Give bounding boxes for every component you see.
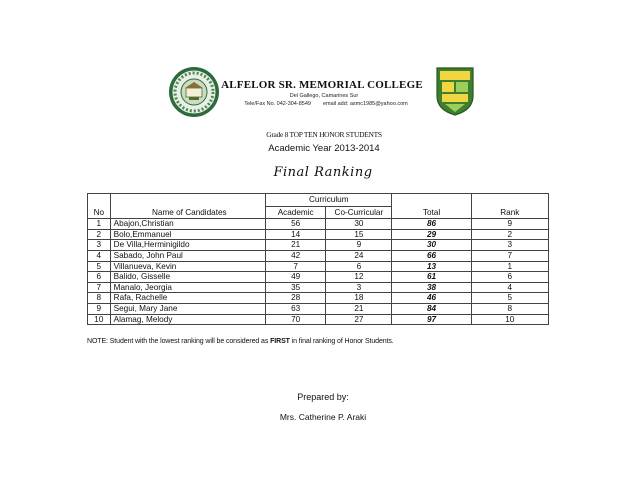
col-total-header: Total: [392, 194, 471, 219]
cell-cocurricular: 12: [326, 272, 392, 283]
telefax-number: Tele/Fax No. 042-304-8549: [244, 101, 311, 107]
cell-rank: 7: [471, 250, 548, 261]
ranking-note: [87, 338, 394, 345]
cell-name: Manalo, Jeorgia: [110, 282, 265, 293]
col-name-header: Name of Candidates: [110, 194, 265, 219]
cell-name: De Villa,Herminigildo: [110, 240, 265, 251]
final-ranking-title: Final Ranking: [273, 165, 373, 180]
cell-total: 97: [392, 314, 471, 325]
cell-academic: 14: [266, 229, 326, 240]
cell-name: Villanueva, Kevin: [110, 261, 265, 272]
cell-cocurricular: 21: [326, 303, 392, 314]
cell-name: Abajon,Christian: [110, 219, 265, 230]
table-row: [88, 240, 549, 251]
cell-rank: 10: [471, 314, 548, 325]
cell-rank: 6: [471, 272, 548, 283]
cell-academic: 42: [266, 250, 326, 261]
cell-name: Segui, Mary Jane: [110, 303, 265, 314]
college-address: Del Gallego, Camarines Sur: [289, 93, 359, 99]
cell-academic: 56: [266, 219, 326, 230]
cell-name: Bolo,Emmanuel: [110, 229, 265, 240]
cell-cocurricular: 9: [326, 240, 392, 251]
cell-total: 38: [392, 282, 471, 293]
college-name: ALFELOR SR. MEMORIAL COLLEGE: [221, 79, 423, 91]
note-emphasis: FIRST: [270, 338, 290, 345]
cell-no: 10: [88, 314, 111, 325]
curriculum-group-header: Curriculum: [266, 194, 392, 207]
cell-cocurricular: 24: [326, 250, 392, 261]
prepared-by-label: Prepared by:: [297, 392, 349, 402]
cell-total: 66: [392, 250, 471, 261]
ranking-table: [87, 193, 549, 325]
academic-year: Academic Year 2013-2014: [268, 143, 380, 154]
cell-academic: 21: [266, 240, 326, 251]
grade-title: Grade 8 TOP TEN HONOR STUDENTS: [266, 130, 382, 139]
cell-total: 84: [392, 303, 471, 314]
cell-rank: 4: [471, 282, 548, 293]
cell-no: 5: [88, 261, 111, 272]
table-row: [88, 293, 549, 304]
col-rank-header: Rank: [471, 194, 548, 219]
col-academic-header: Academic: [266, 206, 326, 219]
email-address: email add: asmc1985@yahoo.com: [322, 101, 408, 107]
table-row: [88, 282, 549, 293]
cell-total: 30: [392, 240, 471, 251]
cell-rank: 9: [471, 219, 548, 230]
col-cocurricular-header: Co-Curricular: [326, 206, 392, 219]
cell-academic: 28: [266, 293, 326, 304]
cell-cocurricular: 27: [326, 314, 392, 325]
table-row: [88, 272, 549, 283]
cell-rank: 1: [471, 261, 548, 272]
cell-cocurricular: 3: [326, 282, 392, 293]
cell-academic: 49: [266, 272, 326, 283]
table-row: [88, 303, 549, 314]
table-row: [88, 229, 549, 240]
table-row: [88, 261, 549, 272]
table-row: [88, 314, 549, 325]
cell-rank: 2: [471, 229, 548, 240]
cell-cocurricular: 15: [326, 229, 392, 240]
cell-no: 2: [88, 229, 111, 240]
cell-name: Rafa, Rachelle: [110, 293, 265, 304]
cell-total: 46: [392, 293, 471, 304]
cell-name: Balido, Gisselle: [110, 272, 265, 283]
signer-name: Mrs. Catherine P. Araki: [279, 412, 367, 422]
cell-cocurricular: 18: [326, 293, 392, 304]
col-no-header: No: [88, 194, 111, 219]
cell-no: 7: [88, 282, 111, 293]
cell-academic: 70: [266, 314, 326, 325]
cell-rank: 5: [471, 293, 548, 304]
cell-no: 6: [88, 272, 111, 283]
cell-total: 29: [392, 229, 471, 240]
cell-academic: 63: [266, 303, 326, 314]
cell-name: Sabado, John Paul: [110, 250, 265, 261]
cell-no: 1: [88, 219, 111, 230]
cell-no: 9: [88, 303, 111, 314]
cell-no: 4: [88, 250, 111, 261]
table-row: [88, 250, 549, 261]
cell-total: 13: [392, 261, 471, 272]
college-contact: [0, 101, 638, 107]
cell-cocurricular: 6: [326, 261, 392, 272]
cell-name: Alamag, Melody: [110, 314, 265, 325]
table-header-row: [88, 194, 549, 207]
seal-logo-icon: [168, 66, 220, 118]
cell-rank: 3: [471, 240, 548, 251]
cell-academic: 7: [266, 261, 326, 272]
cell-total: 86: [392, 219, 471, 230]
cell-academic: 35: [266, 282, 326, 293]
cell-rank: 8: [471, 303, 548, 314]
note-prefix: NOTE: Student with the lowest ranking will be considered as: [87, 338, 271, 345]
shield-crest-icon: [435, 66, 475, 116]
cell-no: 8: [88, 293, 111, 304]
cell-total: 61: [392, 272, 471, 283]
table-row: [88, 219, 549, 230]
cell-cocurricular: 30: [326, 219, 392, 230]
cell-no: 3: [88, 240, 111, 251]
note-suffix: in final ranking of Honor Students.: [289, 338, 394, 345]
